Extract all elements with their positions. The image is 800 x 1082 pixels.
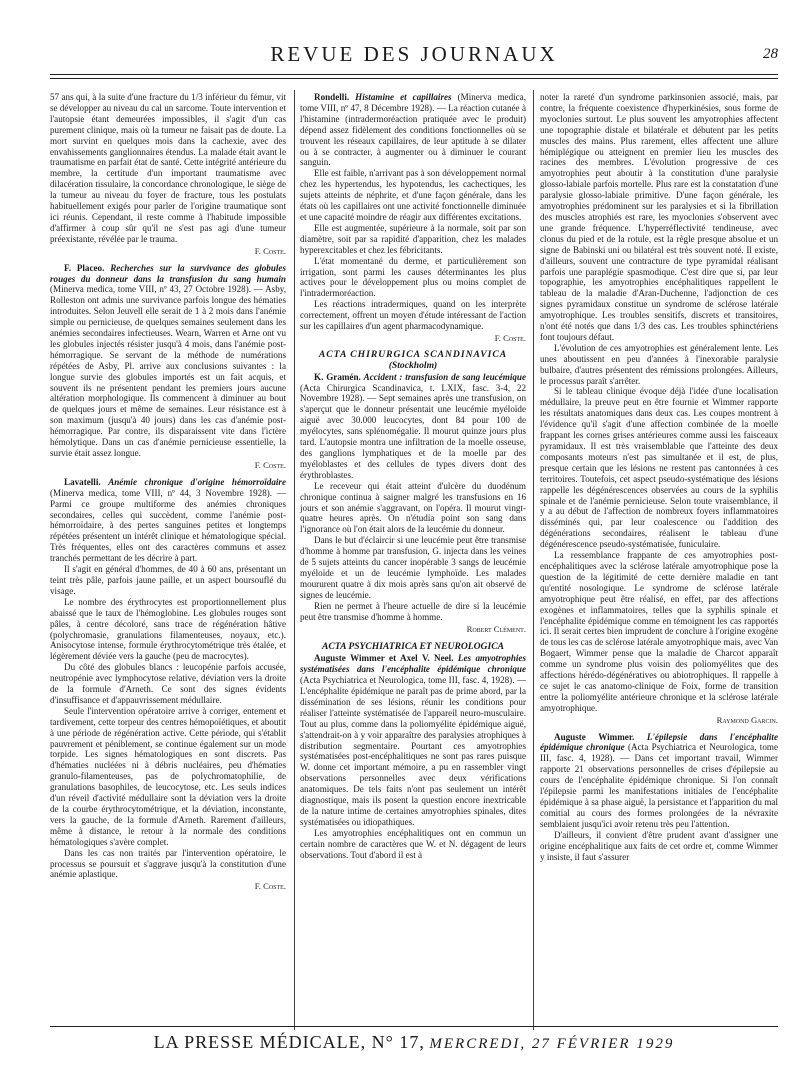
column-divider xyxy=(294,90,295,1030)
header-rule-thin xyxy=(50,78,778,79)
paragraph: Dans le but d'éclaircir si une leucémie peut être transmise d'homme à homme par transfusion, G. injecta dans les veines de 5 sujets atteints du cancer inopérable 3 sangs de leucémie myéloïde et un de leucémie lymphoïde. Les malades moururent quatre à dix mois après sans qu'on ait observé de signes de leucémie. xyxy=(300,535,526,600)
paragraph: Les amyotrophies encéphalitiques ont en commun un certain nombre de caractères que W. et N. dégagent de leurs observations. Tout d'abord il est à xyxy=(300,827,526,860)
article-body: (Acta Psychiatrica et Neurologica, tome III, fasc. 4, 1928). — Dans cet important travail, Wimmer rapporte 21 observations personnelles de crises d'épilepsie au cours de l'encéphalite épidémique chronique. Si l'on connaît l'épilepsie parmi les manifestations initiales de l'encéphalite épidémique à sa phase aiguë, la persistance et l'apparition du mal comitial au cours des formes prolongées de la névraxite semblaient jusqu'ici avoir retenu très peu l'attention. xyxy=(540,742,778,829)
article-entry xyxy=(300,653,526,828)
article-title: Anémie chronique d'origine hémorroïdaire xyxy=(108,476,286,487)
signature: F. Coste. xyxy=(254,881,286,892)
page-header xyxy=(50,42,778,68)
article-title: Histamine et capillaires xyxy=(355,92,452,102)
paragraph: noter la rareté d'un syndrome parkinsonien associé, mais, par contre, la fréquente coexistence d'hyperkinésies, sous forme de myoclonies surtout. Le plus souvent les amyotrophies affectent une topographie distale et bilatérale et débutent par les petits muscles des mains. Plus rarement, elles affectent une allure hémiplégique ou atteignent en premier lieu les muscles des racines des membres. L'évolution progressive de ces amyotrophies peut aboutir à la constitution d'une paralysie glosso-labiale parfois mortelle. Plus rare est la constatation d'une paralysie glosso-labiale primitive. D'une façon générale, les amyotrophies prédominent sur les paralysies et si la fibrillation des muscles atrophiés est rare, les myoclonies s'observent avec une grande fréquence. L'hyperréflectivité tendineuse, avec clonus du pied et de la rotule, est la règle presque absolue et un signe de Babinski uni ou bilatéral est très souvent noté. Il existe, d'ailleurs, souvent une contracture de type pyramidal réalisant parfois une paraplégie spasmodique. C'est dire que si, par leur topographie, les amyotrophies encéphalitiques rappellent le tableau de la maladie d'Aran-Duchenne, l'adjonction de ces signes pyramidaux constitue un syndrome de sclérose latérale amyotrophique. Les troubles sensitifs, discrets et transitoires, n'ont été notés que dans 1/3 des cas. Les troubles sphinctériens font toujours défaut. xyxy=(540,92,778,342)
paragraph: Rien ne permet à l'heure actuelle de dire si la leucémie peut être transmise d'homme à homme. xyxy=(300,600,526,622)
signature: Robert Clément. xyxy=(466,623,526,634)
article-entry xyxy=(300,372,526,481)
paragraph: Le receveur qui était atteint d'ulcère du duodénum chronique continua à saigner malgré les transfusions en 16 jours et son anémie s'aggravant, on l'opéra. Il mourut vingt-quatre heures après. On n'étudia point son sang dans l'ignorance où l'on était alors de la leucémie du donneur. xyxy=(300,480,526,535)
header-rule xyxy=(50,74,778,75)
paragraph: Seule l'intervention opératoire arrive à corriger, entement et tardivement, cette torpeur des centres hémopoïétiques, et aboutit à une période de régénération active. Cette période, qui s'établit pauvrement et péniblement, se continue également sur un mode torpide. Les signes hématologiques en sont discrets. Pas d'hématies nucléées ni à débris nucléaires, peu d'hématies granulo-filamenteuses, pas de polychromatophilie, de granulations basophiles, de leucocytose, etc. Les seuls indices d'un réveil d'activité médullaire sont la déviation vers la droite de la courbe érythrocytométrique, et la déviation, inconstante, vers la gauche, de la formule d'Arneth. Rarement d'ailleurs, même à distance, le retour à la normale des conditions hématologiques s'avère complet. xyxy=(50,705,286,847)
journal-section-title: REVUE DES JOURNAUX xyxy=(270,42,558,66)
section-heading: ACTA CHIRURGICA SCANDINAVICA xyxy=(318,348,508,360)
paragraph: Elle est augmentée, supérieure à la normale, soit par son diamètre, soit par sa rapidité d'apparition, chez les malades hyperexcitables et chez les fébricitants. xyxy=(300,222,526,255)
footer-journal: LA PRESSE MÉDICALE, N° 17, xyxy=(153,1032,425,1052)
footer-rule xyxy=(50,1026,778,1027)
section-subheading: (Stockholm) xyxy=(388,359,438,371)
signature: F. Coste. xyxy=(494,332,526,343)
article-entry xyxy=(300,92,526,168)
page-footer xyxy=(50,1032,778,1053)
paragraph: Si le tableau clinique évoque déjà l'idée d'une localisation médullaire, la preuve peut en être fournie et Wimmer rapporte les résultats anatomiques dans deux cas. Les coupes montrent à l'évidence qu'il s'agit d'une affection combinée de la moelle frappant les cornes grises antérieures comme aussi les faisceaux pyramidaux. Il est très vraisemblable que l'atteinte des deux composants moteurs n'est pas simultanée et il est, de plus, presque certain que les lésions ne restent pas cantonnées à ces territoires. Toutefois, cet aspect pseudo-systématique des lésions rappelle les dégénérescences observées au cours de la syphilis spinale et de l'anémie pernicieuse. Selon toute vraisemblance, il y a au début de l'affection de nombreux foyers inflammatoires disséminés qui, par leur coalescence ou l'addition des dégénérations secondaires, réalisent le tableau d'une dégénérescence pseudo-systématisée, funiculaire. xyxy=(540,386,778,550)
article-entry xyxy=(540,732,778,830)
article-author: Auguste Wimmer. xyxy=(554,731,635,742)
signature: F. Coste. xyxy=(254,245,286,256)
signature: Raymond Garcin. xyxy=(716,714,778,725)
article-body: (Acta Psychiatrica et Neurologica, tome III, fasc. 4, 1928). — L'encéphalite épidémique ne paraît pas de prime abord, par la dissémination de ses lésions, réunir les conditions pour réaliser l'atteinte systématisée de l'appareil neuro-musculaire. Tout au plus, comme dans la poliomyélite épidémique aiguë, s'attendrait-on à y voir apparaître des paralysies atrophiques à distribution segmentaire. Pourtant ces amyotrophies systématisées post-encéphalitiques ne sont pas rares puisque W. donne cet important mémoire, a pu en rassembler vingt observations personnelles avec deux vérifications anatomiques. De tels faits n'ont pas seulement un intérêt diagnostique, mais ils posent la question encore inextricable de la nature intime de certaines amyotrophies spinales, dites systématisées ou idiopathiques. xyxy=(300,675,526,827)
column-1 xyxy=(50,92,286,898)
article-author: F. Placeo. xyxy=(64,262,105,273)
article-author: Auguste Wimmer et Axel V. Neel. xyxy=(314,653,454,664)
article-author: Rondelli. xyxy=(314,92,350,102)
section-heading: ACTA PSYCHIATRICA ET NEUROLOGICA xyxy=(321,641,505,653)
article-title: Recherches sur la survivance des globules rouges du donneur dans la transfusion du sang humain xyxy=(50,262,286,284)
article-entry xyxy=(50,263,286,459)
paragraph: Du côté des globules blancs : leucopénie parfois accusée, neutropénie avec lymphocytose relative, déviation vers la droite de la formule d'Arneth. Ce sont des signes évidents d'insuffisance et d'appauvrissement médullaire. xyxy=(50,662,286,705)
paragraph: L'état momentané du derme, et particulièrement son irrigation, sont parmi les causes déterminantes les plus actives pour le développement plus ou moins complet de l'intradermoréaction. xyxy=(300,255,526,299)
paragraph: Le nombre des érythrocytes est proportionnellement plus abaissé que le taux de l'hémoglobine. Les globules rouges sont pâles, à centre décoloré, sans trace de régénération hâtive (polychromasie, granulations filamenteuses, noyaux, etc.). Anisocytose intense, formule érythrocytométrique très étalée, et légèrement déviée vers la gauche (peu de macrocytes). xyxy=(50,596,286,662)
article-author: Lavatelli. xyxy=(64,476,101,487)
paragraph: 57 ans qui, à la suite d'une fracture du 1/3 inférieur du fémur, vit se développer au niveau du cal un sarcome. Toute intervention et l'autopsie étant demeurées impossibles, il s'agit d'un cas purement clinique, mais où la tumeur ne faisait pas de doute. La mort survint en quelques mois dans la cachexie, avec des envahissements ganglionnaires étendus. La malade était avant le traumatisme en parfait état de santé. Cette intégrité antérieure du membre, la certitude d'un important traumatisme avec dilacération tissulaire, la concordance chronologique, le siège de la tumeur au niveau du foyer de fracture, tous les postulats habituellement exigés pour parler de l'origine traumatique sont ici réunis. Cependant, il reste comme à l'habitude impossible d'affirmer à coup sûr qu'il ne s'est pas agi d'une tumeur préexistante, révélée par le trauma. xyxy=(50,92,286,244)
paragraph: Il s'agit en général d'hommes, de 40 à 60 ans, présentant un teint très pâle, parfois jaune paille, et un aspect boursouflé du visage. xyxy=(50,564,286,596)
article-author: K. Gramén. xyxy=(314,371,361,382)
page-number: 28 xyxy=(763,46,778,62)
article-title: L'épilepsie dans l'encéphalite épidémique chronique xyxy=(540,731,778,753)
article-entry xyxy=(50,477,286,564)
article-body: (Minerva medica, tome VIII, nº 47, 8 Décembre 1928). — La réaction cutanée à l'histamine (intradermoréaction pratiquée avec le produit) dépend assez fidèlement des conditions fonctionnelles où se trouvent les réseaux capillaires, de leur aptitude à se dilater ou à se contracter, à augmenter ou à diminuer le courant sanguin. xyxy=(300,92,526,168)
article-body: (Minerva medica, tome VIII, nº 44, 3 Novembre 1928). — Parmi ce groupe multiforme des anémies chroniques secondaires, celles qui succèdent, comme l'anémie post-hémorroïdaire, à des pertes sanguines petites et longtemps répétées présentent un intérêt clinique et hématologique spécial. Très fréquentes, elles ont des caractères communs et assez tranchés permettant de les décrire à part. xyxy=(50,487,286,564)
article-title: Les amyotrophies systématisées dans l'encéphalite épidémique chronique xyxy=(300,653,526,675)
paragraph: Elle est faible, n'arrivant pas à son développement normal chez les hypertendus, les hypotendus, les cachectiques, les sujets atteints de néphrite, et d'une façon générale, dans les états où les capillaires ont une activité fonctionnelle diminuée et une capacité moindre de réagir aux différentes excitations. xyxy=(300,168,526,222)
paragraph: D'ailleurs, il convient d'être prudent avant d'assigner une origine encéphalitique aux faits de cet ordre et, comme Wimmer y insiste, il faut s'assurer xyxy=(540,829,778,862)
column-2 xyxy=(300,92,526,861)
paragraph: Dans les cas non traités par l'intervention opératoire, le processus se poursuit et s'aggrave jusqu'à la constitution d'une anémie aplastique. xyxy=(50,847,286,880)
article-body: (Acta Chirurgica Scandinavica, t. LXIX, fasc. 3-4, 22 Novembre 1928). — Sept semaines après une transfusion, on s'aperçut que le donneur présentait une leucémie myéloïde aiguë avec 30.000 leucocytes, dont 84 pour 100 de myélocytes, sans splénomégalie. Il mourut quinze jours plus tard. L'autopsie montra une infiltration de la moelle osseuse, des ganglions lymphatiques et de la moelle par des myéloblastes et des cellules de types divers dont des érythroblastes. xyxy=(300,382,526,480)
article-title: Accident : transfusion de sang leucémique xyxy=(363,371,526,382)
column-3 xyxy=(540,92,778,862)
paragraph: Les réactions intradermiques, quand on les interprète correctement, offrent un moyen d'étude intéressant de l'action sur les capillaires d'un agent pharmacodynamique. xyxy=(300,299,526,332)
paragraph: La ressemblance frappante de ces amyotrophies post-encéphalitiques avec la sclérose latérale amyotrophique pose la question de la légitimité de cette dernière maladie en tant qu'entité nosologique. Le syndrome de sclérose latérale amyotrophique peut être réalisé, en effet, par des affections exogènes et inflammatoires, telles que la syphilis spinale et l'encéphalite épidémique comme en témoignent les cas rapportés ici. Il serait certes bien imprudent de conclure à l'origine exogène de tous les cas de sclérose latérale amyotrophique mais, avec Van Bogaert, Wimmer pense que la maladie de Charcot apparaît comme un syndrome plus voisin des poliomyélites que des affections hérédo-dégénératives ou abiotrophiques. Il rappelle à ce sujet le cas anatomo-clinique de Foix, forme de transition entre la poliomyélite antérieure chronique et la sclérose latérale amyotrophique. xyxy=(540,550,778,713)
paragraph: L'évolution de ces amyotrophies est généralement lente. Les unes aboutissent en peu d'années à l'inexorable paralysie bulbaire, d'autres présentent des rémissions prolongées. Ailleurs, le processus paraît s'arrêter. xyxy=(540,342,778,386)
footer-date: MERCREDI, 27 FÉVRIER 1929 xyxy=(429,1036,675,1052)
article-body: (Minerva medica, tome VIII, nº 43, 27 Octobre 1928). — Asby, Rolleston ont admis une survivance parfois longue des hématies introduites. Selon Jeuvell elle serait de 1 à 2 mois dans l'anémie simple ou pernicieuse, de quelques semaines seulement dans les anémies secondaires infectieuses. Wearn, Warren et Arne ont vu les globules injectés résister jusqu'à 4 mois, dans l'anémie post-hémorragique. Se servant de la méthode de numérations répétées de Asby, Pl. arrive aux conclusions suivantes : la longue survie des globules importés est un fait acquis, et souvent ils ne présentent pendant les premiers jours aucune altération morphologique. Ils commencent à diminuer au bout de quelques jours et même de semaines. Leur résistance est à son maximum (jusqu'à 40 jours) dans les cas d'anémie post-hémorragique. Par contre, ils disparaissent vite dans l'ictère hémolytique. Dans un cas d'anémie pernicieuse essentielle, la survie était assez longue. xyxy=(50,284,286,458)
signature: F. Coste. xyxy=(254,459,286,470)
column-divider xyxy=(533,90,534,1030)
